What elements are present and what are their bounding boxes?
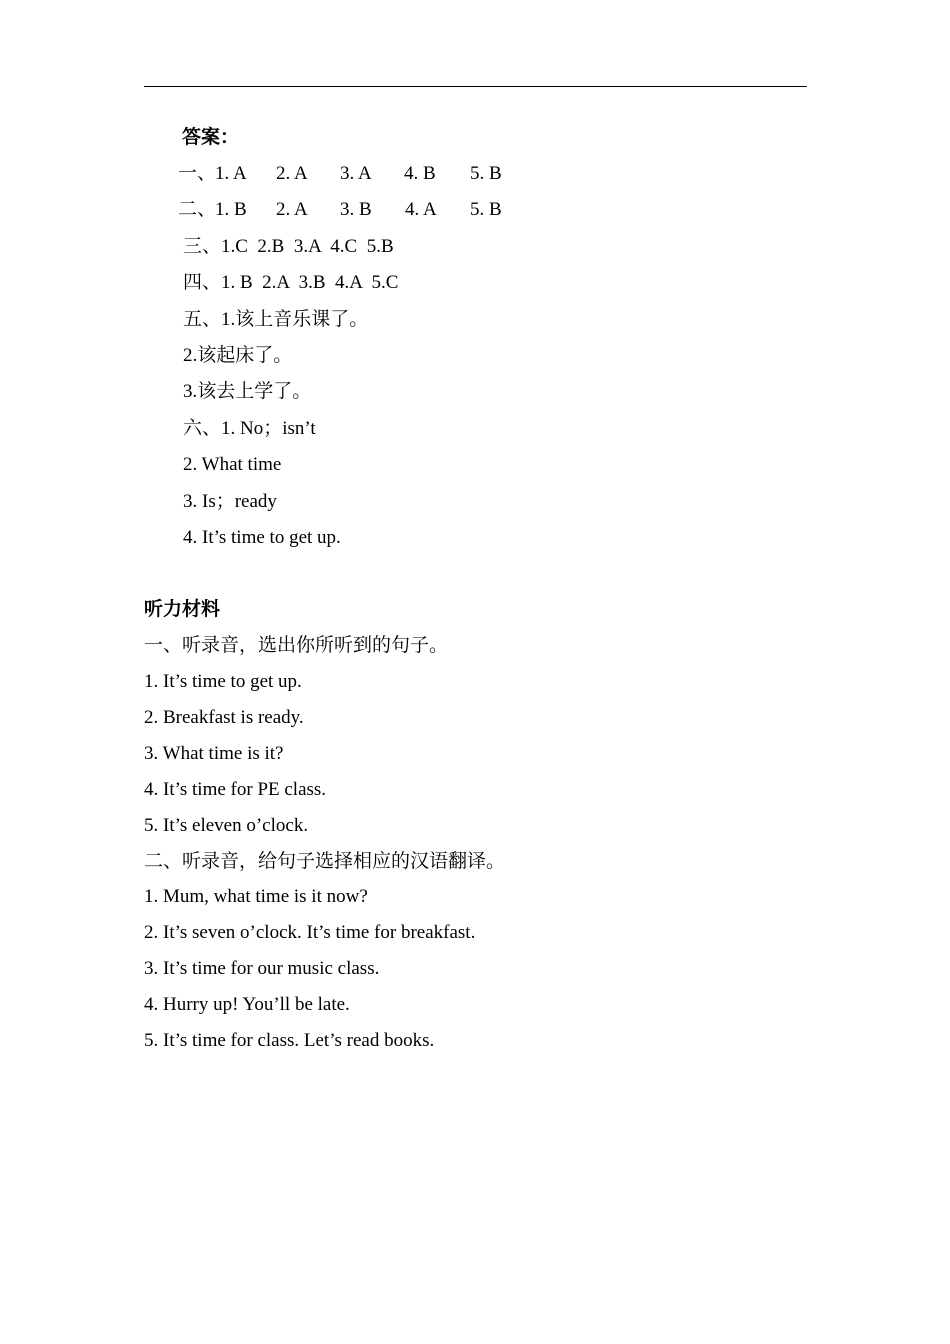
answer-item: 3. A — [340, 163, 372, 184]
answer-item: 5. B — [470, 199, 502, 220]
answer-row-6: 六、1. No；isn’t — [183, 418, 316, 439]
answers-heading: 答案： — [182, 127, 240, 148]
answer-item: 1. B — [215, 199, 247, 220]
listening-part-1-item: 3. What time is it? — [144, 743, 284, 764]
listening-part-2-item: 4. Hurry up! You’ll be late. — [144, 994, 350, 1015]
listening-part-2-item: 2. It’s seven o’clock. It’s time for breakfast. — [144, 922, 476, 943]
answer-item: 4. A — [405, 199, 437, 220]
answer-item: 1. A — [215, 163, 247, 184]
answer-row-2-prefix: 二、 — [178, 199, 217, 220]
answer-row-5-item-2: 2.该起床了。 — [183, 345, 293, 366]
answer-item: 2. A — [276, 199, 308, 220]
listening-part-2-title: 二、听录音，给句子选择相应的汉语翻译。 — [144, 851, 506, 872]
answer-row-2 — [178, 199, 502, 221]
answer-row-5: 五、1.该上音乐课了。 — [183, 309, 369, 330]
listening-part-2-item: 3. It’s time for our music class. — [144, 958, 380, 979]
answer-row-6-item-2: 2. What time — [183, 454, 282, 475]
answer-row-5-item-3: 3.该去上学了。 — [183, 381, 312, 402]
answer-item: 5. B — [470, 163, 502, 184]
answer-item: 2. A — [276, 163, 308, 184]
listening-part-1-item: 4. It’s time for PE class. — [144, 779, 327, 800]
answer-row-3: 三、1.C 2.B 3.A 4.C 5.B — [183, 236, 394, 257]
answer-item: 4. B — [404, 163, 436, 184]
listening-heading: 听力材料 — [144, 599, 221, 620]
listening-part-2-item: 1. Mum, what time is it now? — [144, 886, 368, 907]
answer-item: 3. B — [340, 199, 372, 220]
answer-row-1 — [178, 163, 502, 185]
answer-row-1-prefix: 一、 — [178, 163, 217, 184]
answer-row-4: 四、1. B 2.A 3.B 4.A 5.C — [183, 272, 399, 293]
listening-part-1-item: 1. It’s time to get up. — [144, 671, 302, 692]
listening-part-2-item: 5. It’s time for class. Let’s read books. — [144, 1030, 435, 1051]
answer-row-6-item-3: 3. Is；ready — [183, 491, 277, 512]
header-rule — [144, 86, 807, 87]
listening-part-1-item: 5. It’s eleven o’clock. — [144, 815, 309, 836]
answer-row-6-item-4: 4. It’s time to get up. — [183, 527, 341, 548]
listening-part-1-item: 2. Breakfast is ready. — [144, 707, 304, 728]
listening-part-1-title: 一、听录音，选出你所听到的句子。 — [144, 635, 449, 656]
